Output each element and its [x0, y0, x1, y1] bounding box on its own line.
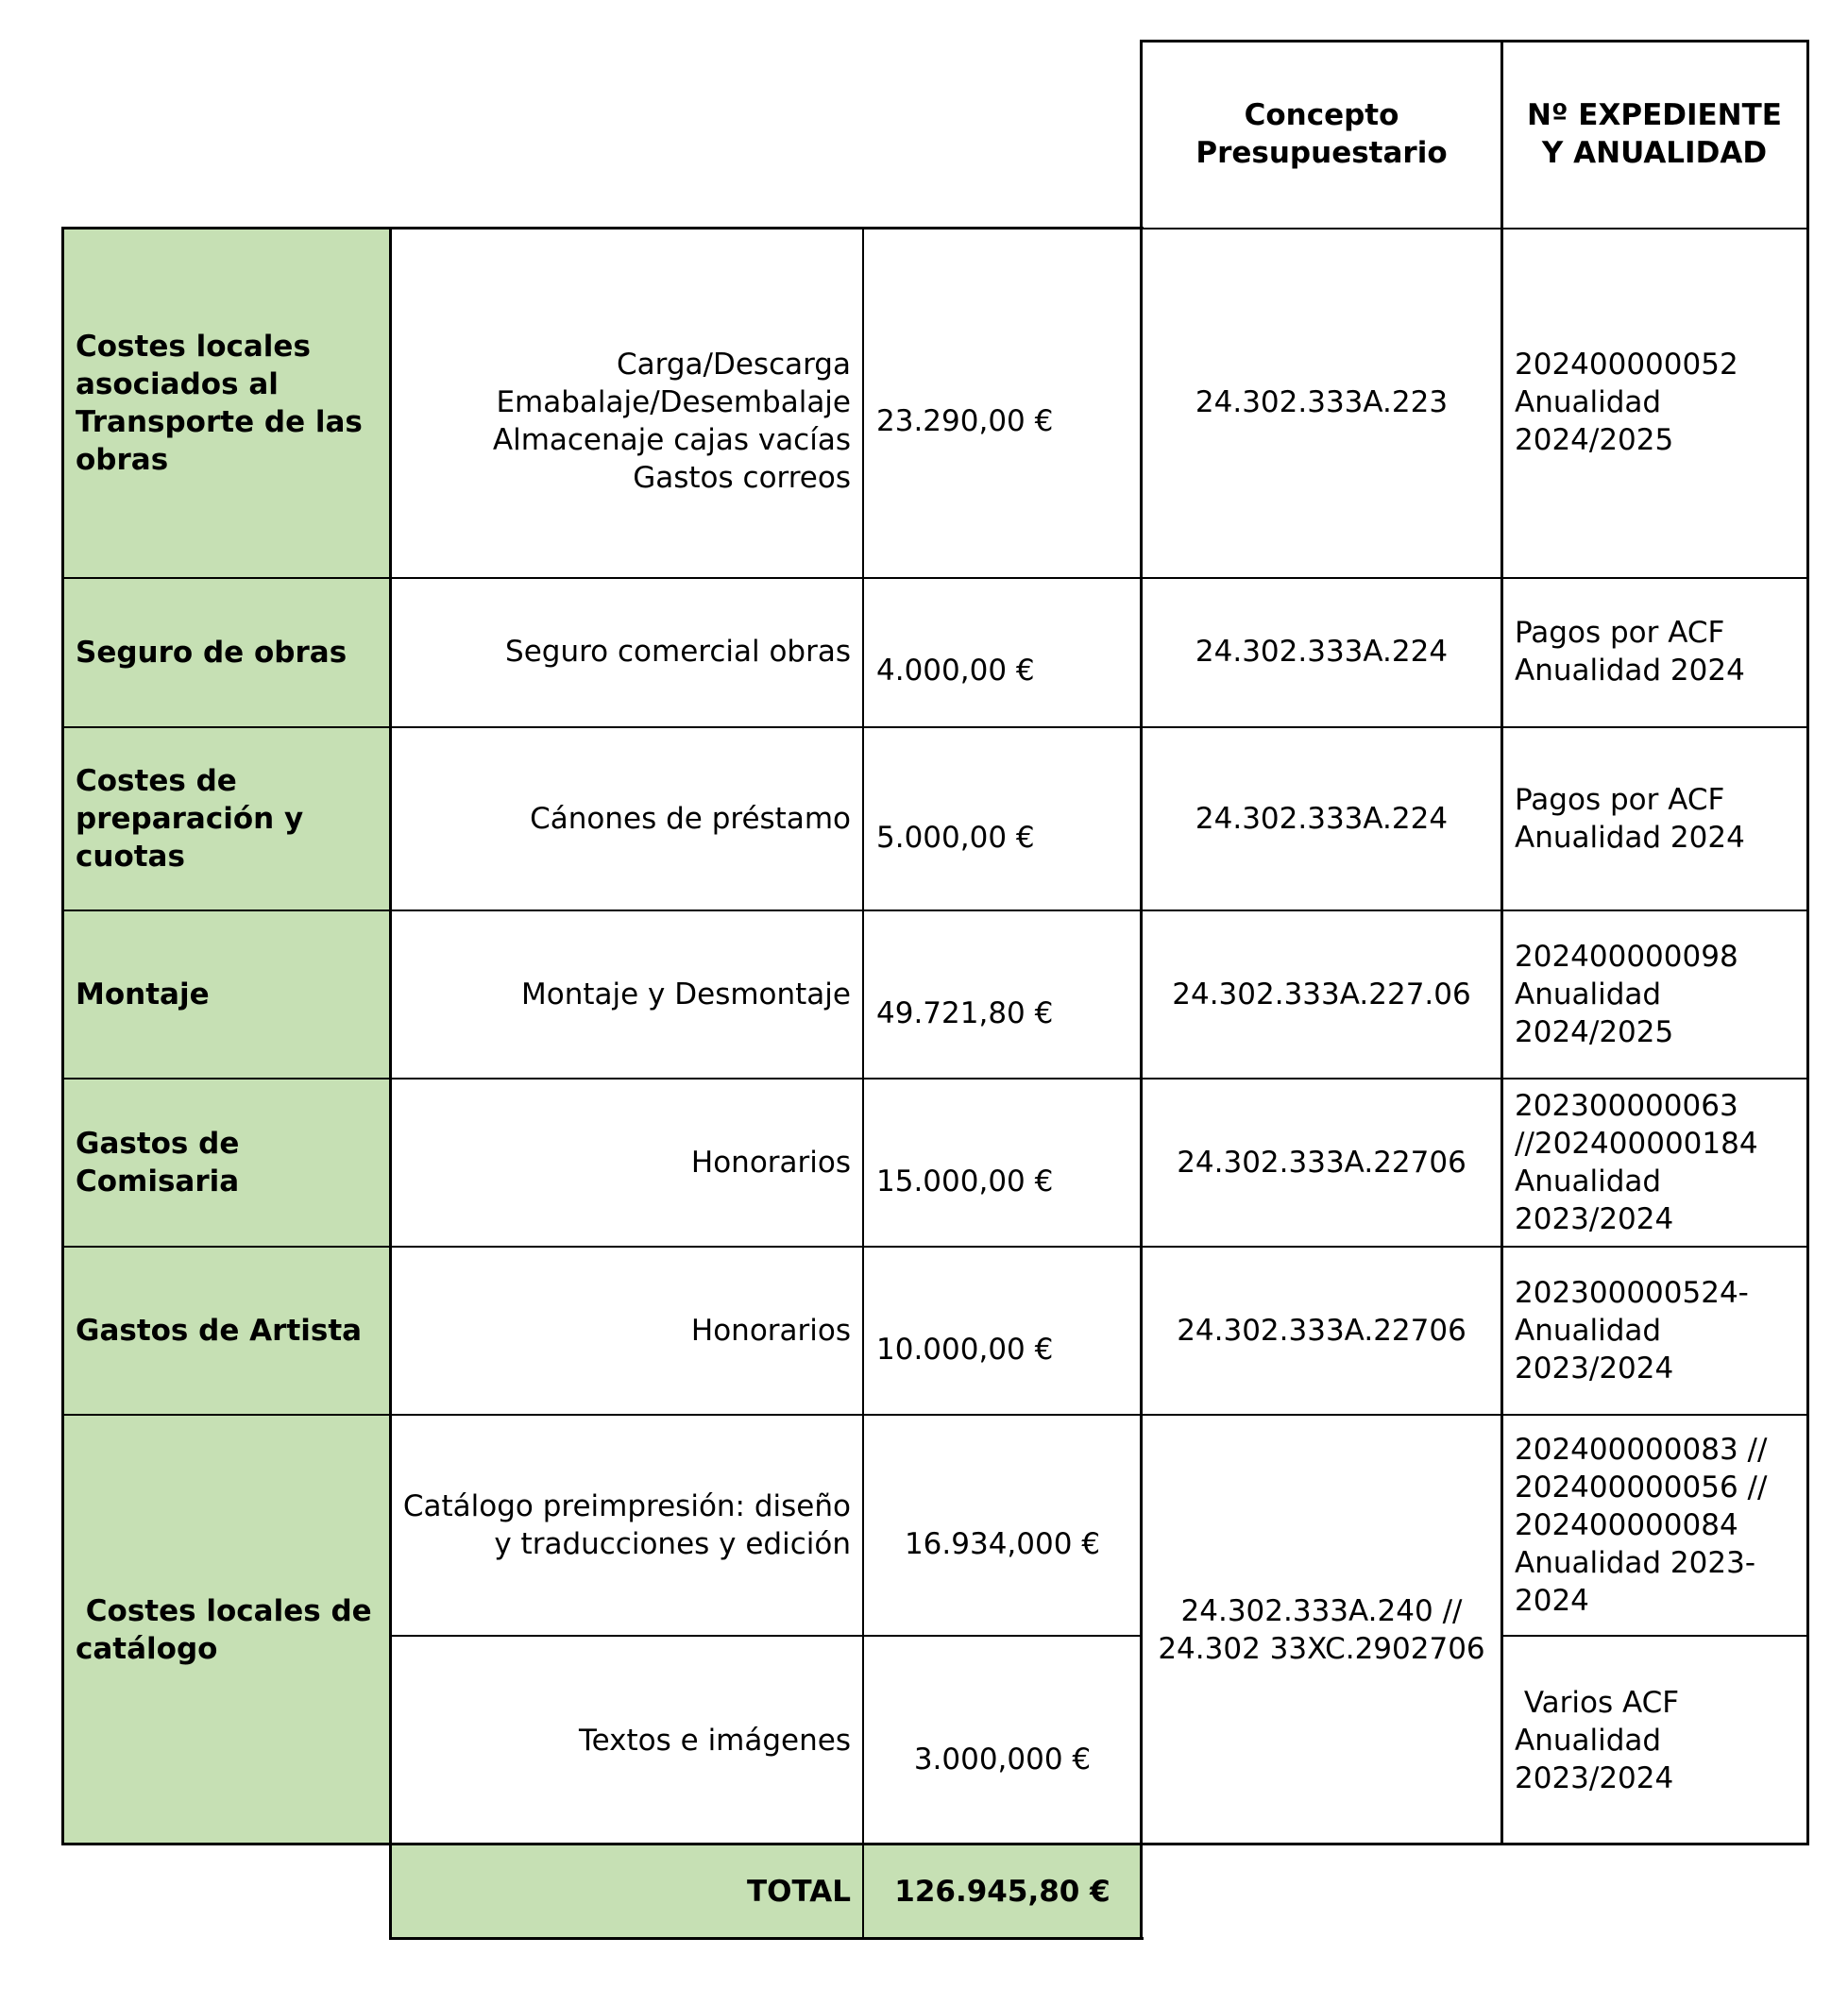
description-line: Montaje y Desmontaje	[521, 978, 851, 1012]
expediente-artista	[1501, 1274, 1807, 1387]
grid-vline-category	[389, 227, 392, 1940]
expediente-line: 202400000083 //	[1515, 1433, 1768, 1467]
grid-line-row-1	[63, 577, 1809, 579]
category-catalogo	[63, 1415, 391, 1844]
description-line: Carga/Descarga	[617, 348, 851, 382]
expediente-line: 202300000524-	[1515, 1276, 1749, 1310]
category-preparacion	[63, 727, 391, 910]
expediente-seguro	[1501, 614, 1807, 689]
expediente-line: 202400000084	[1515, 1508, 1738, 1542]
concepto-line: 24.302.333A.227.06	[1172, 978, 1471, 1012]
expediente-line: Anualidad 2023-	[1515, 1546, 1756, 1580]
description-transporte	[391, 346, 863, 497]
description-line: Gastos correos	[633, 461, 851, 495]
expediente-line: 2024	[1515, 1584, 1589, 1618]
category-line: preparación y	[76, 802, 304, 836]
grid-line-row-5	[63, 1246, 1809, 1248]
concepto-preparacion	[1142, 800, 1501, 838]
expediente-line: Anualidad	[1515, 1724, 1662, 1758]
grid-line-subrow	[391, 1635, 1142, 1637]
concepto-seguro	[1142, 633, 1501, 671]
expediente-montaje	[1501, 938, 1807, 1051]
category-comisaria	[63, 1079, 391, 1247]
category-line: Gastos de	[76, 1127, 240, 1161]
grid-line-total-bottom	[389, 1937, 1144, 1940]
amount-seguro: 4.000,00 €	[876, 654, 1035, 688]
expediente-line: //202400000184	[1515, 1127, 1758, 1161]
grid-line-table-top	[61, 227, 1144, 230]
grid-line-row-4	[63, 1078, 1809, 1080]
expediente-line: Anualidad	[1515, 978, 1662, 1012]
concepto-line: 24.302.333A.22706	[1177, 1314, 1467, 1348]
expediente-line: 2023/2024	[1515, 1761, 1674, 1795]
category-line: Transporte de las	[76, 405, 363, 439]
concepto-artista	[1142, 1312, 1501, 1350]
category-line: Costes locales de	[76, 1593, 372, 1628]
description-catalogo-preimpresion	[391, 1488, 863, 1563]
expediente-textos-imagenes	[1501, 1684, 1807, 1797]
expediente-line: 202300000063	[1515, 1089, 1738, 1123]
header-concepto-line: Concepto	[1244, 98, 1399, 132]
grid-line-row-3	[63, 910, 1809, 911]
category-line: catálogo	[76, 1631, 218, 1666]
category-transporte	[63, 229, 391, 578]
expediente-transporte	[1501, 346, 1807, 459]
category-artista	[63, 1247, 391, 1415]
grid-line-subrow-expediente	[1501, 1635, 1809, 1637]
grid-vline-description	[862, 229, 864, 1940]
expediente-line: 202400000052	[1515, 348, 1738, 382]
expediente-line: Anualidad 2024	[1515, 821, 1745, 855]
expediente-line: 202400000056 //	[1515, 1470, 1768, 1504]
description-line: Catálogo preimpresión: diseño	[402, 1489, 851, 1523]
description-montaje	[391, 976, 863, 1013]
description-line: Emabalaje/Desembalaje	[496, 385, 851, 419]
category-line: Costes de	[76, 764, 237, 798]
description-line: Honorarios	[690, 1146, 851, 1180]
grid-line-header-bottom	[1142, 228, 1809, 230]
description-line: Cánones de préstamo	[530, 802, 851, 836]
expediente-catalogo-preimpresion	[1501, 1431, 1807, 1620]
concepto-comisaria	[1142, 1144, 1501, 1182]
description-seguro	[391, 633, 863, 671]
expediente-line: 2023/2024	[1515, 1202, 1674, 1236]
total-amount: 126.945,80 €	[894, 1875, 1110, 1909]
amount-montaje: 49.721,80 €	[876, 996, 1054, 1030]
category-line: Seguro de obras	[76, 636, 348, 670]
expediente-line: Anualidad	[1515, 385, 1662, 419]
concepto-line: 24.302 33XC.2902706	[1158, 1632, 1485, 1666]
amount-catalogo-preimpresion: 16.934,000 €	[904, 1527, 1101, 1561]
grid-vline-right	[1806, 40, 1809, 1845]
amount-transporte: 23.290,00 €	[876, 404, 1054, 438]
grid-vline-left	[61, 227, 64, 1845]
category-line: Gastos de Artista	[76, 1314, 363, 1348]
category-line: Montaje	[76, 978, 210, 1012]
expediente-line: 2024/2025	[1515, 1015, 1674, 1049]
expediente-line: 2024/2025	[1515, 423, 1674, 457]
header-concepto	[1142, 96, 1501, 172]
header-concepto-line: Presupuestario	[1195, 136, 1448, 170]
concepto-transporte	[1142, 383, 1501, 421]
header-expediente	[1501, 96, 1807, 172]
concepto-line: 24.302.333A.223	[1195, 385, 1449, 419]
expediente-line: Varios ACF	[1515, 1686, 1680, 1720]
amount-textos-imagenes: 3.000,000 €	[913, 1742, 1092, 1776]
description-line: Textos e imágenes	[578, 1724, 851, 1758]
category-line: obras	[76, 443, 169, 477]
amount-comisaria: 15.000,00 €	[876, 1164, 1054, 1198]
description-artista	[391, 1312, 863, 1350]
concepto-line: 24.302.333A.224	[1195, 802, 1449, 836]
header-expediente-line: Nº EXPEDIENTE	[1527, 98, 1782, 132]
expediente-line: Anualidad	[1515, 1164, 1662, 1198]
concepto-catalogo	[1142, 1592, 1501, 1668]
expediente-comisaria	[1501, 1087, 1807, 1238]
grid-line-header-top	[1140, 40, 1809, 42]
category-seguro	[63, 578, 391, 727]
description-line: Almacenaje cajas vacías	[492, 423, 851, 457]
description-line: y traducciones y edición	[494, 1527, 851, 1561]
description-line: Honorarios	[690, 1314, 851, 1348]
expediente-line: Anualidad	[1515, 1314, 1662, 1348]
expediente-line: Pagos por ACF	[1515, 783, 1725, 817]
total-label: TOTAL	[747, 1875, 851, 1909]
category-line: cuotas	[76, 840, 185, 874]
category-line: Comisaria	[76, 1164, 240, 1198]
amount-artista: 10.000,00 €	[876, 1333, 1054, 1367]
description-comisaria	[391, 1144, 863, 1182]
category-montaje	[63, 910, 391, 1079]
concepto-montaje	[1142, 976, 1501, 1013]
expediente-line: 202400000098	[1515, 940, 1738, 974]
category-line: asociados al	[76, 367, 279, 401]
grid-vline-amount	[1140, 40, 1143, 1940]
concepto-line: 24.302.333A.240 //	[1180, 1594, 1463, 1628]
grid-vline-concepto	[1500, 40, 1503, 1845]
description-line: Seguro comercial obras	[505, 635, 851, 669]
amount-preparacion: 5.000,00 €	[876, 821, 1035, 855]
expediente-line: Anualidad 2024	[1515, 654, 1745, 688]
expediente-line: Pagos por ACF	[1515, 616, 1725, 650]
description-preparacion	[391, 800, 863, 838]
expediente-line: 2023/2024	[1515, 1352, 1674, 1386]
expediente-preparacion	[1501, 781, 1807, 857]
description-textos-imagenes	[391, 1722, 863, 1760]
concepto-line: 24.302.333A.22706	[1177, 1146, 1467, 1180]
grid-line-row-2	[63, 726, 1809, 728]
category-line: Costes locales	[76, 330, 311, 364]
grid-line-row-6	[63, 1414, 1809, 1416]
header-expediente-line: Y ANUALIDAD	[1541, 136, 1768, 170]
grid-line-table-bottom	[61, 1843, 1809, 1845]
concepto-line: 24.302.333A.224	[1195, 635, 1449, 669]
